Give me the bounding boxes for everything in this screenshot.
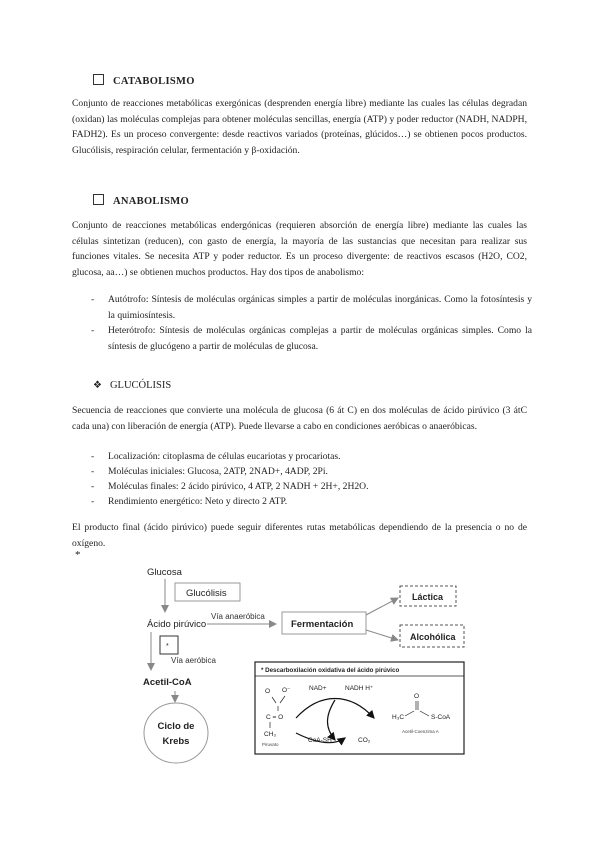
list-item: - Autótrofo: Síntesis de moléculas orgánicas simples a partir de moléculas inorgánicas. Como la fotosíntesis y la quimiosíntesis.	[91, 294, 532, 321]
nadh-label: NADH H⁺	[345, 685, 374, 692]
acetyl-o: O	[414, 693, 420, 700]
arrow-to-alcoholica	[366, 630, 398, 640]
glucolisis-title: GLUCÓLISIS	[109, 380, 172, 391]
krebs-label: Krebs	[162, 736, 190, 747]
inset-title: * Descarboxilación oxidativa del ácido pirúvico	[261, 667, 400, 674]
anabolismo-paragraph: Conjunto de reacciones metabólicas endergónicas (requieren absorción de energía libre) mediante las cuales las células sintetizan (reducen), con gasto de energía, la mayoría de las sustancias que necesitan para realizar sus funciones vitales. Se necesita ATP y poder reductor. Es un proceso divergente: de reactivos escasos (H2O, CO2, glucosa, aa…) se obtienen muchos productos. Hay dos tipos de anabolismo:	[72, 220, 527, 278]
acido-piruvico-label: Ácido pirúvico	[147, 619, 207, 630]
fermentacion-label: Fermentación	[291, 619, 354, 630]
closing-paragraph: El producto final (ácido pirúvico) puede seguir diferentes rutas metabólicas dependiendo de la presencia o no de oxígeno.	[72, 522, 527, 549]
acetyl-scoa: S-CoA	[431, 714, 451, 721]
pyruvate-ch3: CH₃	[264, 731, 277, 738]
ciclo-label: Ciclo de	[157, 721, 195, 732]
pyruvate-label: Piruvato	[262, 742, 279, 747]
via-anaerobica-label: Vía anaeróbica	[211, 612, 265, 621]
pyruvate-o-minus: O⁻	[282, 687, 291, 694]
glucolisis-paragraph: Secuencia de reacciones que convierte una molécula de glucosa (6 át C) en dos moléculas de ácido pirúvico (3 átC cada una) con liberación de energía (ATP). Puede llevarse a cabo en condiciones aeróbicas o anaeróbicas.	[72, 405, 527, 432]
arrow-to-lactica	[366, 598, 398, 615]
via-aerobica-label: Vía aeróbica	[171, 656, 216, 665]
acetyl-label: Acetil-Coenzima A	[402, 729, 439, 734]
co2-label: CO₂	[358, 737, 371, 744]
alcoholica-label: Alcohólica	[410, 632, 456, 642]
diamond-bullet-icon: ❖	[93, 380, 102, 391]
star-box	[160, 636, 178, 654]
list-item: - Heterótrofo: Síntesis de moléculas orgánicas complejas a partir de moléculas orgánicas simples. Como la síntesis de glucógeno a partir de moléculas de glucosa.	[91, 325, 532, 352]
asterisk-note: *	[75, 549, 81, 561]
pyruvate-co: C = O	[266, 714, 284, 721]
nad-plus-label: NAD+	[309, 685, 327, 692]
coa-sh-label: CoA-SH	[308, 737, 332, 744]
anabolismo-title: ANABOLISMO	[113, 196, 189, 207]
star-label: *	[166, 643, 169, 650]
catabolismo-paragraph: Conjunto de reacciones metabólicas exergónicas (desprenden energía libre) mediante las cuales las células degradan (oxidan) las moléculas complejas para obtener moléculas sencillas, energía (ATP) y poder reductor (NADH, NADPH, FADH2). Es un proceso convergente: desde reactivos variados (proteínas, glúcidos…) se obtienen pocos productos. Glucólisis, respiración celular, fermentación y β-oxidación.	[72, 98, 527, 156]
acetyl-h3c: H₃C	[392, 714, 405, 721]
lactica-label: Láctica	[412, 592, 444, 602]
acetil-coa-label: Acetil-CoA	[143, 677, 192, 688]
glucosa-label: Glucosa	[147, 567, 182, 578]
catabolismo-title: CATABOLISMO	[113, 76, 195, 87]
krebs-circle	[144, 703, 208, 763]
glucolisis-box-label: Glucólisis	[186, 588, 227, 599]
pyruvate-o: O	[265, 688, 271, 695]
